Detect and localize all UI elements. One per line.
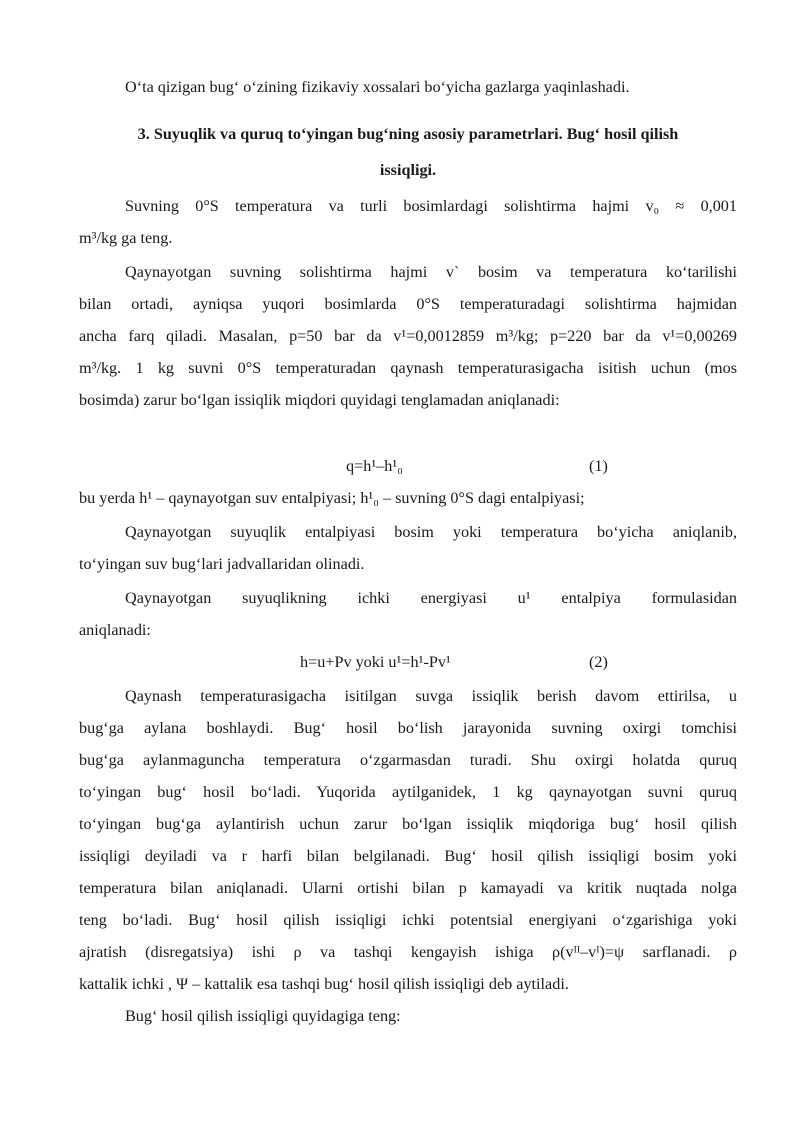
paragraph-vaporization-line-10: kattalik ichki , Ψ – kattalik esa tashqi bug‘ hosil qilish issiqligi deb aytiladi. <box>79 975 569 993</box>
equation-2: h=u+Pv yoki u¹=h¹-Pv¹ <box>300 653 451 671</box>
paragraph-vaporization-heat-equals: Bug‘ hosil qilish issiqligi quyidagiga teng: <box>125 1007 401 1025</box>
paragraph-vaporization-line-4: to‘yingan bug‘ hosil bo‘ladi. Yuqorida aytilganidek, 1 kg qaynayotgan suvni quruq <box>79 783 737 801</box>
paragraph-vaporization-line-8: teng bo‘ladi. Bug‘ hosil qilish issiqligi ichki potentsial energiyani o‘zgarishiga yoki <box>79 911 737 929</box>
equation-1: q=h¹–h¹₀ <box>346 457 403 475</box>
equation-2-number: (2) <box>589 653 608 671</box>
paragraph-water-volume-line-2: m³/kg ga teng. <box>79 229 173 247</box>
paragraph-boiling-volume-line-3: ancha farq qiladi. Masalan, p=50 bar da v¹=0,0012859 m³/kg; p=220 bar da v¹=0,00269 <box>79 327 737 345</box>
paragraph-boiling-volume-line-5: bosimda) zarur bo‘lgan issiqlik miqdori quyidagi tenglamadan aniqlanadi: <box>79 391 560 409</box>
paragraph-vaporization-line-2: bug‘ga aylana boshlaydi. Bug‘ hosil bo‘lish jarayonida suvning oxirgi tomchisi <box>79 719 737 737</box>
paragraph-vaporization-line-9: ajratish (disregatsiya) ishi ρ va tashqi kengayish ishiga ρ(vᴵᴵ–vᴵ)=ψ sarflanadi. ρ <box>79 943 737 961</box>
paragraph-enthalpy-line-1: Qaynayotgan suyuqlik entalpiyasi bosim yoki temperatura bo‘yicha aniqlanib, <box>125 523 737 541</box>
section-heading-line-2: issiqligi. <box>379 161 437 179</box>
paragraph-vaporization-line-1: Qaynash temperaturasigacha isitilgan suvga issiqlik berish davom ettirilsa, u <box>125 687 737 705</box>
paragraph-enthalpy-line-2: to‘yingan suv bug‘lari jadvallaridan olinadi. <box>79 555 365 573</box>
paragraph-boiling-volume-line-1: Qaynayotgan suvning solishtirma hajmi v` bosim va temperatura ko‘tarilishi <box>125 263 737 281</box>
paragraph-vaporization-line-6: issiqligi deyiladi va r harfi bilan belgilanadi. Bug‘ hosil qilish issiqligi bosim yoki <box>79 847 737 865</box>
paragraph-water-volume-line-1: Suvning 0°S temperatura va turli bosimlardagi solishtirma hajmi v₀ ≈ 0,001 <box>125 197 737 215</box>
paragraph-internal-energy-line-1: Qaynayotgan suyuqlikning ichki energiyasi u¹ entalpiya formulasidan <box>125 589 737 607</box>
paragraph-boiling-volume-line-2: bilan ortadi, ayniqsa yuqori bosimlarda 0°S temperaturadagi solishtirma hajmidan <box>79 295 737 313</box>
paragraph-internal-energy-line-2: aniqlanadi: <box>79 621 151 639</box>
paragraph-vaporization-line-5: to‘yingan bug‘ga aylantirish uchun zarur bo‘lgan issiqlik miqdoriga bug‘ hosil qilish <box>79 815 737 833</box>
section-heading-line-1: 3. Suyuqlik va quruq to‘yingan bug‘ning asosiy parametrlari. Bug‘ hosil qilish <box>137 125 679 143</box>
paragraph-superheated-steam: O‘ta qizigan bug‘ o‘zining fizikaviy xossalari bo‘yicha gazlarga yaqinlashadi. <box>125 78 630 96</box>
paragraph-where-line: bu yerda h¹ – qaynayotgan suv entalpiyasi; h¹₀ – suvning 0°S dagi entalpiyasi; <box>79 489 585 507</box>
paragraph-boiling-volume-line-4: m³/kg. 1 kg suvni 0°S temperaturadan qaynash temperaturasigacha isitish uchun (mos <box>79 359 737 377</box>
equation-1-number: (1) <box>589 457 608 475</box>
paragraph-vaporization-line-7: temperatura bilan aniqlanadi. Ularni ortishi bilan p kamayadi va kritik nuqtada nolga <box>79 879 737 897</box>
paragraph-vaporization-line-3: bug‘ga aylanmaguncha temperatura o‘zgarmasdan turadi. Shu oxirgi holatda quruq <box>79 751 737 769</box>
